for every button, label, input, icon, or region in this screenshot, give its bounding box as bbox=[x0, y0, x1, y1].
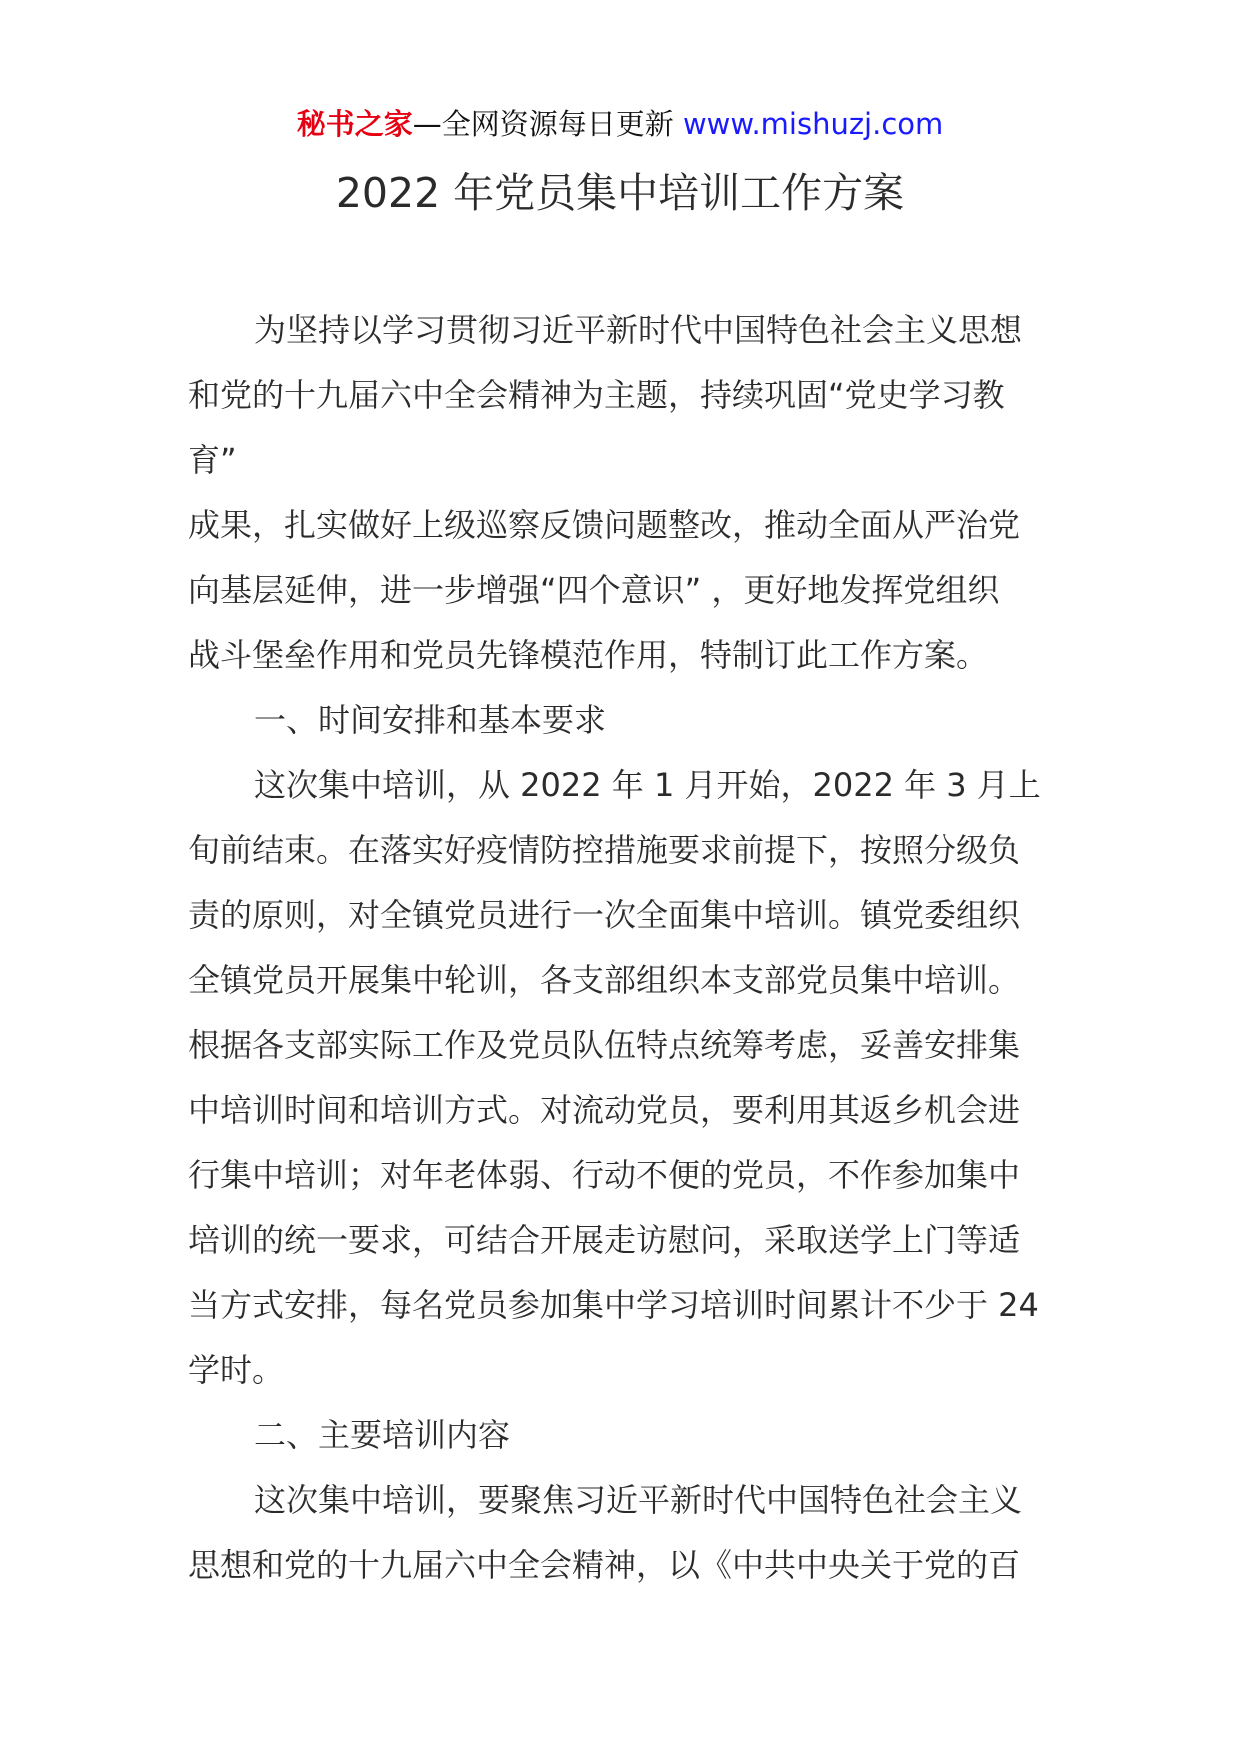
paragraph-line: 战斗堡垒作用和党员先锋模范作用，特制订此工作方案。 bbox=[188, 636, 989, 674]
paragraph-line: 全镇党员开展集中轮训，各支部组织本支部党员集中培训。 bbox=[188, 961, 1021, 999]
section-heading: 二、主要培训内容 bbox=[254, 1416, 511, 1454]
site-slogan: —全网资源每日更新 bbox=[412, 107, 674, 141]
paragraph-line: 责的原则，对全镇党员进行一次全面集中培训。镇党委组织 bbox=[188, 896, 1021, 934]
site-url-link[interactable]: www.mishuzj.com bbox=[682, 107, 944, 141]
site-name: 秘书之家 bbox=[296, 107, 413, 141]
paragraph-line: 思想和党的十九届六中全会精神，以《中共中央关于党的百 bbox=[188, 1546, 1021, 1584]
paragraph-line: 学时。 bbox=[188, 1351, 285, 1389]
paragraph-line: 旬前结束。在落实好疫情防控措施要求前提下，按照分级负 bbox=[188, 831, 1021, 869]
document-title: 2022 年党员集中培训工作方案 bbox=[335, 169, 905, 217]
paragraph-line: 向基层延伸，进一步增强“四个意识” ，更好地发挥党组织 bbox=[188, 571, 1000, 609]
paragraph-line: 培训的统一要求，可结合开展走访慰问，采取送学上门等适 bbox=[188, 1221, 1021, 1259]
paragraph-line: 中培训时间和培训方式。对流动党员，要利用其返乡机会进 bbox=[188, 1091, 1021, 1129]
paragraph-line: 和党的十九届六中全会精神为主题，持续巩固“党史学习教 bbox=[188, 376, 1005, 414]
document-body bbox=[188, 298, 1068, 1598]
paragraph-line: 这次集中培训，要聚焦习近平新时代中国特色社会主义 bbox=[254, 1481, 1023, 1519]
paragraph-line: 育” bbox=[188, 441, 237, 479]
paragraph-line: 为坚持以学习贯彻习近平新时代中国特色社会主义思想 bbox=[254, 311, 1023, 349]
paragraph-line: 当方式安排，每名党员参加集中学习培训时间累计不少于 24 bbox=[188, 1286, 1039, 1324]
site-header bbox=[0, 106, 1240, 142]
paragraph-line: 这次集中培训，从 2022 年 1 月开始，2022 年 3 月上 bbox=[254, 766, 1041, 804]
section-heading: 一、时间安排和基本要求 bbox=[254, 701, 607, 739]
paragraph-line: 行集中培训；对年老体弱、行动不便的党员，不作参加集中 bbox=[188, 1156, 1021, 1194]
paragraph-line: 根据各支部实际工作及党员队伍特点统筹考虑，妥善安排集 bbox=[188, 1026, 1021, 1064]
paragraph-line: 成果，扎实做好上级巡察反馈问题整改，推动全面从严治党 bbox=[188, 506, 1021, 544]
